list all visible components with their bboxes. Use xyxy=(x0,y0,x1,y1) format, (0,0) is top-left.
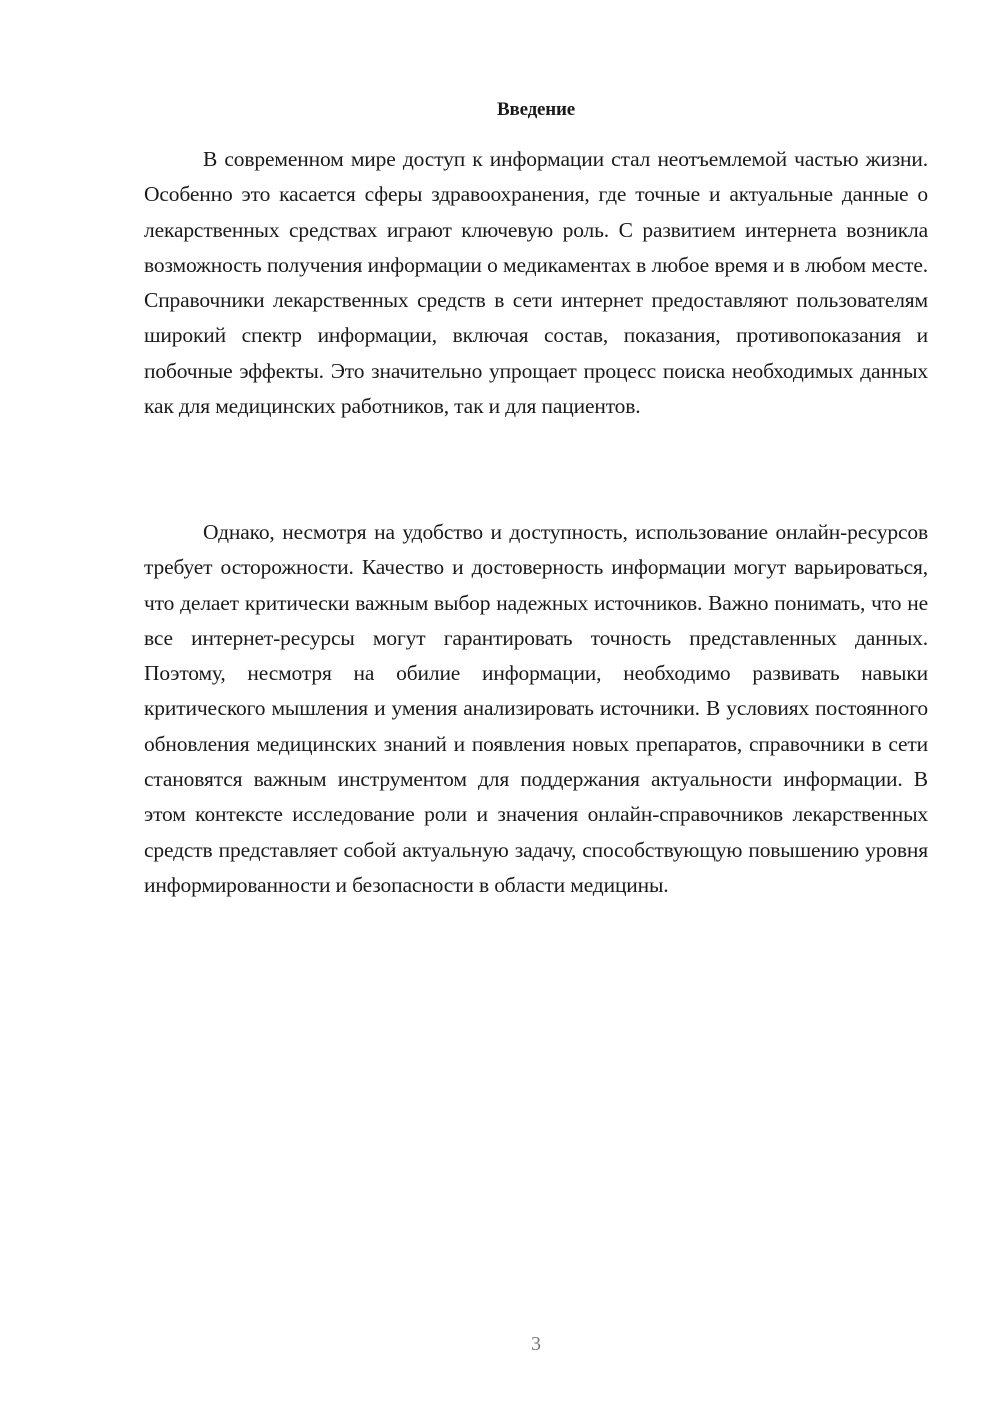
paragraph-1: В современном мире доступ к информации стал неотъемлемой частью жизни. Особенно это касается сферы здравоохранения, где точные и актуальные данные о лекарственных средствах играют ключевую роль. С развитием интернета возникла возможность получения информации о медикаментах в любое время и в любом месте. Справочники лекарственных средств в сети интернет предоставляют пользователям широкий спектр информации, включая состав, показания, противопоказания и побочные эффекты. Это значительно упрощает процесс поиска необходимых данных как для медицинских работников, так и для пациентов. xyxy=(144,147,928,419)
paragraph-2: Однако, несмотря на удобство и доступность, использование онлайн-ресурсов требует осторожности. Качество и достоверность информации могут варьироваться, что делает критически важным выбор надежных источников. Важно понимать, что не все интернет-ресурсы могут гарантировать точность представленных данных. Поэтому, несмотря на обилие информации, необходимо развивать навыки критического мышления и умения анализировать источники. В условиях постоянного обновления медицинских знаний и появления новых препаратов, справочники в сети становятся важным инструментом для поддержания актуальности информации. В этом контексте исследование роли и значения онлайн-справочников лекарственных средств представляет собой актуальную задачу, способствующую повышению уровня информированности и безопасности в области медицины. xyxy=(144,520,928,897)
section-heading: Введение xyxy=(497,99,575,120)
page-number: 3 xyxy=(531,1333,541,1355)
